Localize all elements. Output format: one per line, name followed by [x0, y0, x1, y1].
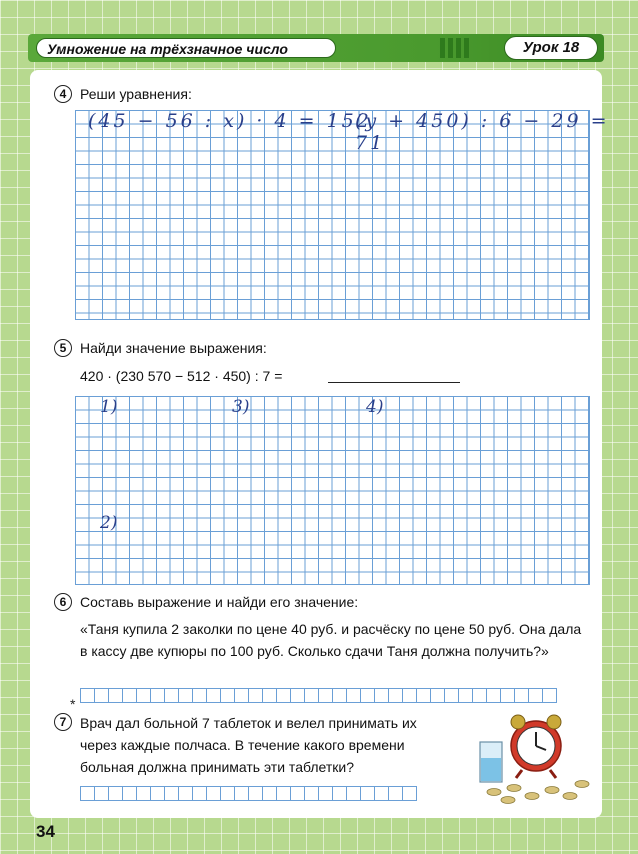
- answer-cell[interactable]: [430, 688, 445, 703]
- task-6-text: Составь выражение и найди его значение:: [80, 594, 359, 610]
- equation-2: (y + 450) : 6 − 29 = 71: [355, 110, 610, 154]
- answer-cell[interactable]: [108, 688, 123, 703]
- answer-cell[interactable]: [220, 688, 235, 703]
- answer-cell[interactable]: [500, 688, 515, 703]
- answer-cell[interactable]: [304, 786, 319, 801]
- step-3-label: 3): [232, 397, 250, 417]
- answer-cell[interactable]: [276, 688, 291, 703]
- task-6-number: 6: [54, 593, 72, 611]
- task-5-expression: 420 · (230 570 − 512 · 450) : 7 =: [80, 368, 283, 384]
- answer-cell[interactable]: [164, 688, 179, 703]
- answer-cell[interactable]: [206, 786, 221, 801]
- answer-cell[interactable]: [374, 688, 389, 703]
- page-title: Умножение на трёхзначное число: [36, 38, 336, 58]
- step-4-label: 4): [366, 397, 384, 417]
- page-number: 34: [36, 822, 55, 841]
- task-6-problem: «Таня купила 2 заколки по цене 40 руб. и расчёску по цене 50 руб. Она дала в кассу две купюры по 100 руб. Сколько сдачи Таня должна получить?»: [80, 621, 582, 659]
- task-6-answer-cells[interactable]: [80, 688, 556, 703]
- answer-cell[interactable]: [192, 786, 207, 801]
- answer-cell[interactable]: [164, 786, 179, 801]
- task-7-number: 7: [54, 713, 72, 731]
- answer-cell[interactable]: [332, 688, 347, 703]
- answer-cell[interactable]: [304, 688, 319, 703]
- alarm-clock-icon: [511, 715, 561, 778]
- answer-cell[interactable]: [262, 688, 277, 703]
- answer-cell[interactable]: [528, 688, 543, 703]
- answer-cell[interactable]: [486, 688, 501, 703]
- answer-cell[interactable]: [192, 688, 207, 703]
- answer-cell[interactable]: [514, 688, 529, 703]
- answer-cell[interactable]: [402, 786, 417, 801]
- answer-cell[interactable]: [234, 688, 249, 703]
- answer-cell[interactable]: [276, 786, 291, 801]
- answer-cell[interactable]: [220, 786, 235, 801]
- answer-cell[interactable]: [80, 786, 95, 801]
- answer-cell[interactable]: [108, 786, 123, 801]
- pills-icon: [487, 781, 589, 804]
- answer-cell[interactable]: [458, 688, 473, 703]
- answer-cell[interactable]: [122, 688, 137, 703]
- answer-cell[interactable]: [374, 786, 389, 801]
- answer-cell[interactable]: [150, 786, 165, 801]
- answer-cell[interactable]: [248, 786, 263, 801]
- answer-cell[interactable]: [248, 688, 263, 703]
- difficulty-star: *: [70, 696, 76, 712]
- answer-cell[interactable]: [262, 786, 277, 801]
- answer-cell[interactable]: [178, 688, 193, 703]
- answer-cell[interactable]: [388, 688, 403, 703]
- header-stripes: [440, 38, 469, 58]
- task-5-answer-line[interactable]: [328, 382, 460, 383]
- answer-cell[interactable]: [444, 688, 459, 703]
- answer-cell[interactable]: [206, 688, 221, 703]
- task-5-number: 5: [54, 339, 72, 357]
- answer-cell[interactable]: [388, 786, 403, 801]
- answer-cell[interactable]: [416, 688, 431, 703]
- answer-cell[interactable]: [94, 688, 109, 703]
- answer-cell[interactable]: [122, 786, 137, 801]
- task-7-answer-cells[interactable]: [80, 786, 416, 801]
- answer-cell[interactable]: [136, 688, 151, 703]
- step-1-label: 1): [100, 397, 118, 417]
- answer-cell[interactable]: [318, 786, 333, 801]
- answer-cell[interactable]: [178, 786, 193, 801]
- clock-and-pills-illustration: [470, 712, 598, 808]
- answer-cell[interactable]: [80, 688, 95, 703]
- answer-cell[interactable]: [94, 786, 109, 801]
- answer-cell[interactable]: [346, 786, 361, 801]
- water-glass-icon: [480, 742, 502, 782]
- lesson-label: Урок 18: [504, 36, 598, 60]
- equation-1: (45 − 56 : x) · 4 = 152: [88, 110, 372, 132]
- task-4-number: 4: [54, 85, 72, 103]
- answer-cell[interactable]: [542, 688, 557, 703]
- answer-cell[interactable]: [332, 786, 347, 801]
- answer-cell[interactable]: [360, 786, 375, 801]
- answer-cell[interactable]: [290, 786, 305, 801]
- answer-cell[interactable]: [136, 786, 151, 801]
- answer-cell[interactable]: [290, 688, 305, 703]
- task-5-text: Найди значение выражения:: [80, 340, 267, 356]
- answer-cell[interactable]: [234, 786, 249, 801]
- task-7-text: Врач дал больной 7 таблеток и велел принимать их через каждые полчаса. В течение какого времени больная должна принимать эти таблетки?: [80, 715, 417, 775]
- answer-cell[interactable]: [346, 688, 361, 703]
- answer-cell[interactable]: [472, 688, 487, 703]
- task-5-grid[interactable]: [75, 396, 590, 585]
- answer-cell[interactable]: [318, 688, 333, 703]
- task-4-text: Реши уравнения:: [80, 86, 192, 102]
- step-2-label: 2): [100, 513, 118, 533]
- answer-cell[interactable]: [150, 688, 165, 703]
- answer-cell[interactable]: [360, 688, 375, 703]
- answer-cell[interactable]: [402, 688, 417, 703]
